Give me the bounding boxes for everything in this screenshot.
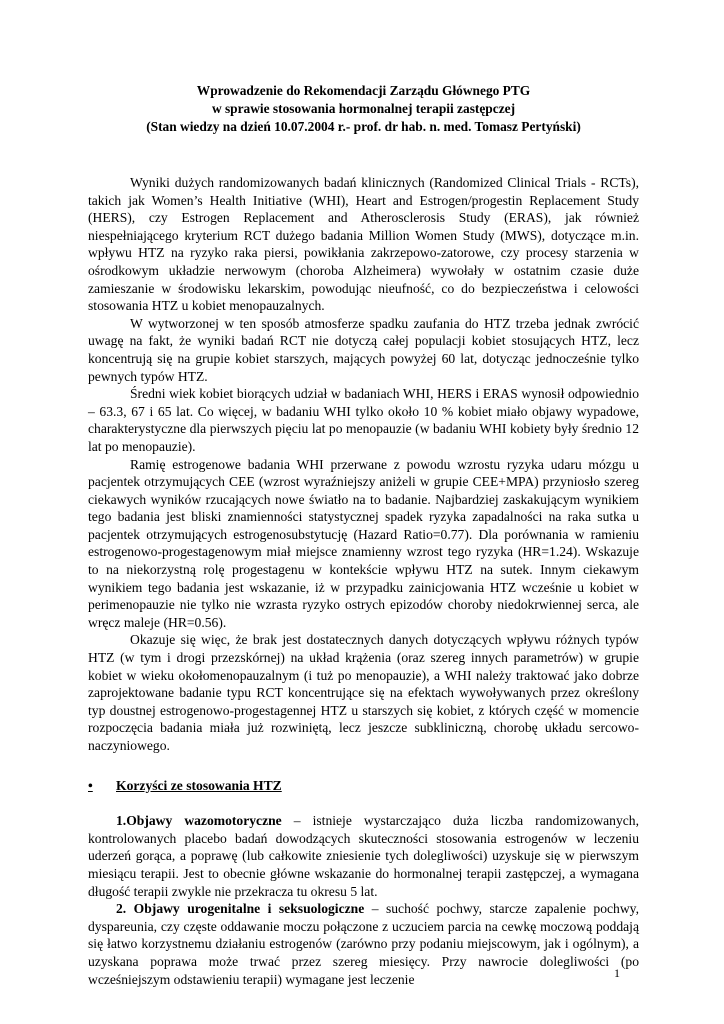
paragraph: W wytworzonej w ten sposób atmosferze spadku zaufania do HTZ trzeba jednak zwrócić uwagę na fakt, że wyniki badań RCT nie dotyczą całej populacji kobiet stosujących HTZ, lecz koncentrują się na grupie kobiet starszych, mających powyżej 60 lat, dotycząc jednocześnie tylko pewnych typów HTZ.	[88, 315, 639, 384]
paragraph: Ramię estrogenowe badania WHI przerwane z powodu wzrostu ryzyka udaru mózgu u pacjentek otrzymujących CEE (wzrost wyraźniejszy aniżeli w grupie CEE+MPA) przyniosło szereg ciekawych wyników rzucających nowe światło na to badanie. Najbardziej zaskakującym wynikiem tego badania jest bliski znamienności statystycznej spadek ryzyka zapadalności na raka sutka u pacjentek otrzymujących estrogenosubstytucję (Hazard Ratio=0.77). Dla porównania w ramieniu estrogenowo-progestagenowym miał miejsce znamienny wzrost tego ryzyka (HR=1.24). Wskazuje to na niekorzystną rolę progestagenu w kontekście wpływu HTZ na sutek. Innym ciekawym wynikiem tego badania jest wskazanie, iż w przypadku zainicjowania HTZ wcześnie u kobiet w perimenopauzie nie tylko nie wzrasta ryzyko ostrych epizodów choroby niedokrwiennej serca, ale wręcz maleje (HR=0.56).	[88, 456, 639, 630]
document-title	[88, 82, 639, 136]
paragraph: Okazuje się więc, że brak jest dostatecznych danych dotyczących wpływu różnych typów HTZ (w tym i drogi przezskórnej) na układ krążenia (oraz szereg innych parametrów) w grupie kobiet w wieku okołomenopauzalnym (i tuż po menopauzie), a WHI należy traktować jako dobrze zaprojektowane badanie typu RCT koncentrujące się na efektach wywoływanych przez określony typ doustnej estrogenowo-progestagennej HTZ u starszych się kobiet, z których część w momencie rozpoczęcia badania miała już rozwiniętą, lecz jeszcze subkliniczną, chorobę układu sercowo-naczyniowego.	[88, 632, 639, 753]
page-number: 1	[614, 966, 620, 980]
benefit-item-label: 2. Objawy urogenitalne i seksuologiczne	[116, 901, 365, 917]
intro-body	[88, 174, 639, 755]
benefit-item-text: – suchość pochwy, starcze zapalenie pochwy, dyspareunia, czy częste oddawanie moczu połączone z uczuciem parcia na cewkę moczową poddają się łatwo korzystnemu działaniu estrogenów (zarówno przy podaniu miejscowym, jak i ogólnym), a uzyskana poprawa może trwać przez szereg miesięcy. Przy nawrocie dolegliwości (po wcześniejszym odstawieniu terapii) wymagane jest leczenie	[88, 901, 639, 987]
bullet-icon: •	[88, 777, 93, 793]
title-line-2: w sprawie stosowania hormonalnej terapii zastępczej	[211, 101, 516, 116]
title-line-3: (Stan wiedzy na dzień 10.07.2004 r.- prof. dr hab. n. med. Tomasz Pertyński)	[146, 119, 581, 134]
paragraph: Średni wiek kobiet biorących udział w badaniach WHI, HERS i ERAS wynosił odpowiednio – 63.3, 67 i 65 lat. Co więcej, w badaniu WHI tylko około 10 % kobiet miało objawy wypadowe, charakterystyczne dla pierwszych pięciu lat po menopauzie (w badaniu WHI kobiety były średnio 12 lat po menopauzie).	[88, 386, 639, 454]
benefit-item-label: 1.Objawy wazomotoryczne	[116, 813, 282, 829]
benefit-item-text: – istnieje wystarczająco duża liczba randomizowanych, kontrolowanych placebo badań dowodzących skuteczności stosowania estrogenów w leczeniu uderzeń gorąca, a poprawę (lub całkowite zniesienie tych dolegliwości) uzyskuje się w pierwszym miesiącu terapii. Jest to obecnie główne wskazanie do hormonalnej terapii zastępczej, a wymagana długość terapii zwykle nie przekracza tu okresu 5 lat.	[88, 813, 639, 899]
section-heading-text: Korzyści ze stosowania HTZ	[116, 777, 282, 793]
benefit-item	[88, 812, 639, 900]
section-heading	[88, 777, 639, 795]
title-line-1: Wprowadzenie do Rekomendacji Zarządu Głównego PTG	[196, 83, 531, 98]
document-page	[88, 82, 639, 988]
benefit-item	[88, 900, 639, 988]
paragraph: Wyniki dużych randomizowanych badań klinicznych (Randomized Clinical Trials - RCTs), takich jak Women’s Health Initiative (WHI), Heart and Estrogen/progestin Replacement Study (HERS), czy Estrogen Replacement and Atherosclerosis Study (ERAS), jak również niespełniającego kryterium RCT dużego badania Million Women Study (MWS), dotyczące m.in. wpływu HTZ na ryzyko raka piersi, powikłania zakrzepowo-zatorowe, czy procesy starzenia w ośrodkowym układzie nerwowym (choroba Alzheimera) wywołały w ostatnim czasie duże zamieszanie w środowisku lekarskim, powodując nieufność, co do bezpieczeństwa i celowości stosowania HTZ u kobiet menopauzalnych.	[88, 175, 639, 314]
